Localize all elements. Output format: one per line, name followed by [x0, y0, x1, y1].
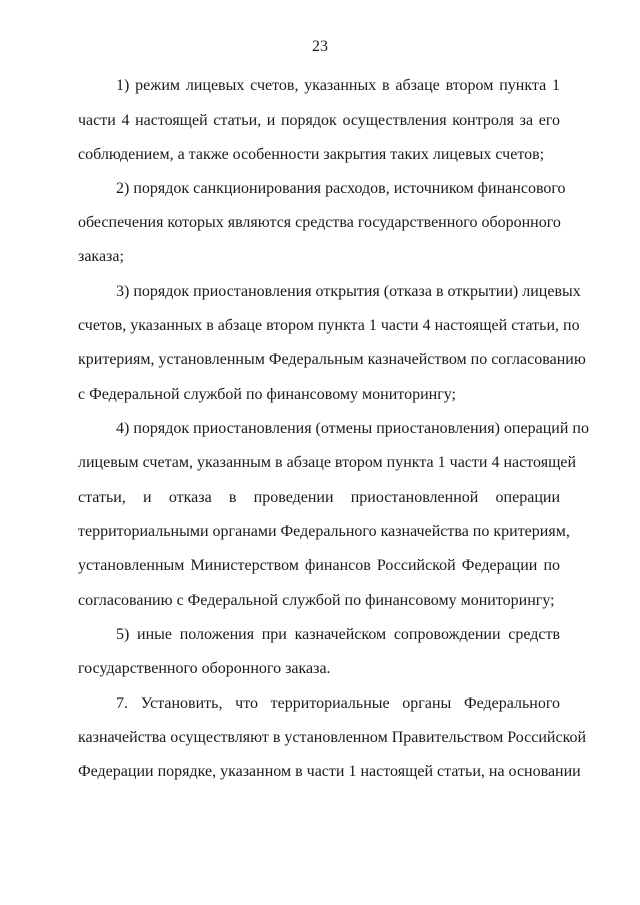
- text-line: лицевым счетам, указанным в абзаце втором пункта 1 части 4 настоящей: [78, 454, 577, 471]
- text-line: Федерации порядке, указанном в части 1 настоящей статьи, на основании: [78, 763, 581, 780]
- text-line: 2) порядок санкционирования расходов, источником финансового: [116, 180, 566, 197]
- text-line: согласованию с Федеральной службой по финансовому мониторингу;: [78, 592, 555, 609]
- text-line: обеспечения которых являются средства государственного оборонного: [78, 214, 561, 231]
- text-line: 7. Установить, что территориальные органы Федерального: [116, 695, 560, 712]
- text-line: части 4 настоящей статьи, и порядок осуществления контроля за его: [78, 112, 560, 129]
- text-line: 1) режим лицевых счетов, указанных в абзаце втором пункта 1: [116, 77, 560, 94]
- text-line: казначейства осуществляют в установленном Правительством Российской: [78, 729, 587, 746]
- page-number: 23: [312, 38, 328, 55]
- text-line: с Федеральной службой по финансовому мониторингу;: [78, 386, 456, 403]
- text-line: 3) порядок приостановления открытия (отказа в открытии) лицевых: [116, 283, 581, 300]
- text-line: счетов, указанных в абзаце втором пункта 1 части 4 настоящей статьи, по: [78, 317, 580, 334]
- text-line: 5) иные положения при казначейском сопровождении средств: [116, 626, 560, 643]
- text-line: территориальными органами Федерального казначейства по критериям,: [78, 523, 570, 540]
- text-line: заказа;: [78, 248, 124, 265]
- text-line: 4) порядок приостановления (отмены приостановления) операций по: [116, 420, 589, 437]
- text-line: критериям, установленным Федеральным казначейством по согласованию: [78, 351, 586, 368]
- text-line: соблюдением, а также особенности закрытия таких лицевых счетов;: [78, 146, 545, 163]
- text-line: установленным Министерством финансов Российской Федерации по: [78, 557, 560, 574]
- text-line: статьи, и отказа в проведении приостановленной операции: [78, 489, 560, 506]
- text-line: государственного оборонного заказа.: [78, 660, 331, 677]
